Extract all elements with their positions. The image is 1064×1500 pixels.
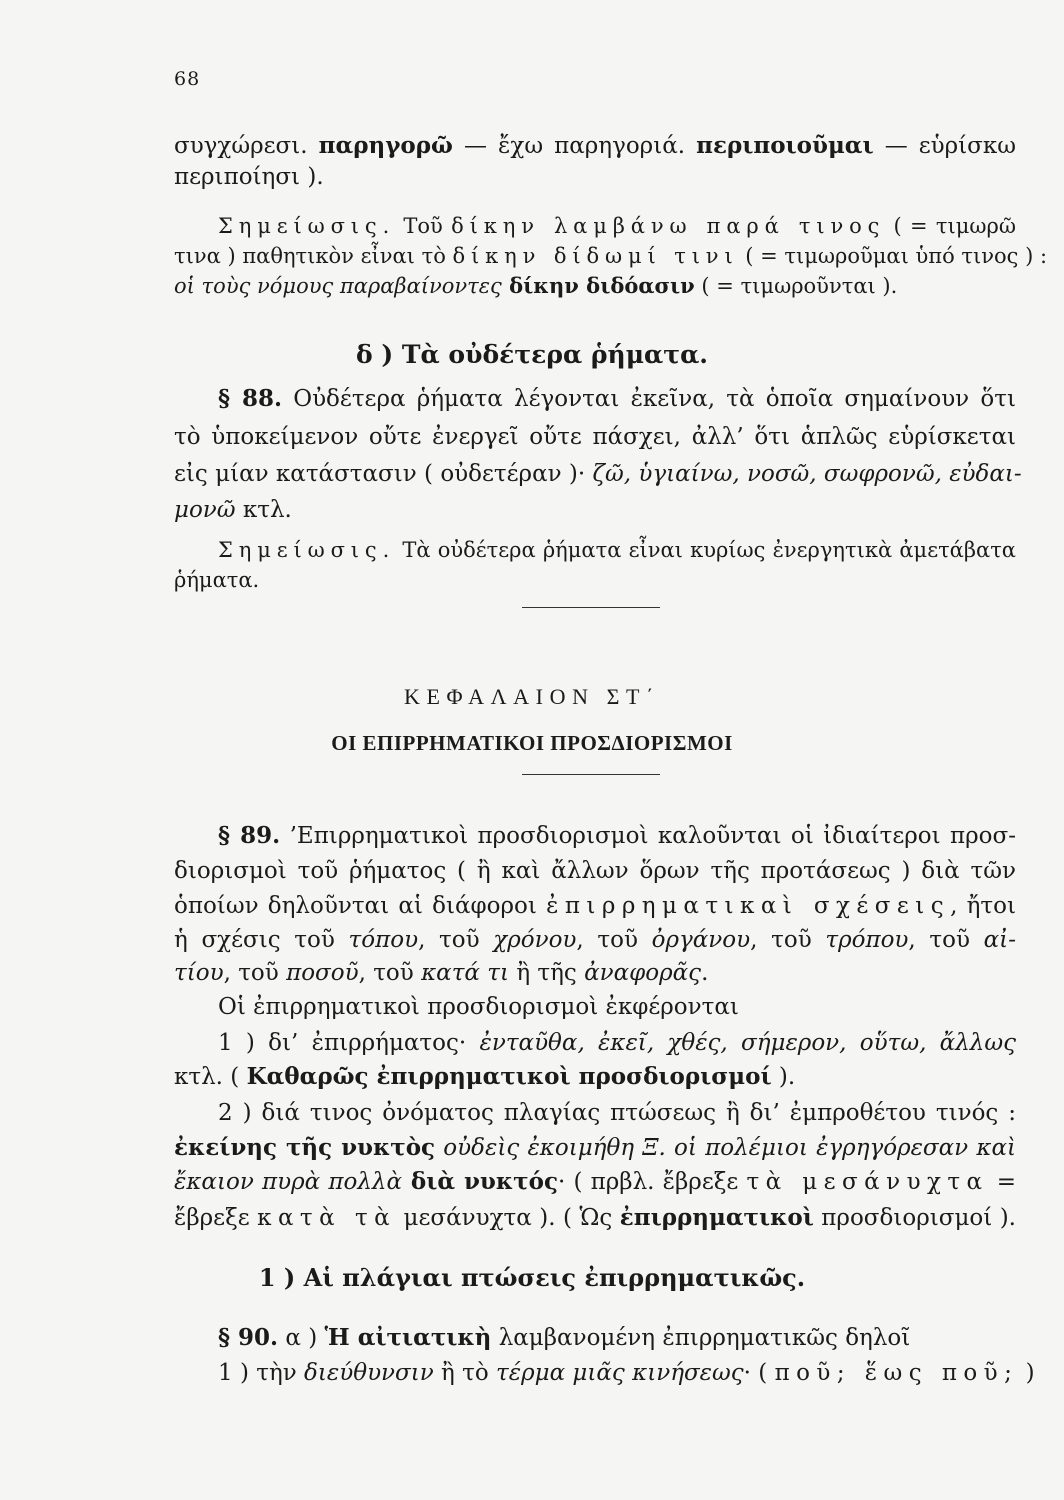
italic-text: τίου	[174, 960, 224, 986]
spaced-term: δίκην λαμβάνω παρά τινος	[451, 214, 886, 238]
page-number: 68	[174, 68, 201, 90]
text: Τοῦ	[395, 214, 452, 238]
italic-text: οἱ τοὺς νόμους παραβαίνοντες	[174, 274, 502, 298]
text: .	[701, 960, 709, 986]
text: μεσάνυχτα ). ( Ὡς	[396, 1205, 620, 1231]
text: ( = τιμωροῦνται ).	[694, 274, 898, 298]
text: α )	[278, 1325, 325, 1351]
bold-term: ἐπιρρηματικοὶ	[619, 1204, 814, 1231]
text-line	[174, 1133, 1016, 1163]
text: συγχώρεσι.	[174, 133, 319, 159]
text: προσδιορισμοί ).	[813, 1205, 1016, 1231]
italic-text: τρόπου	[825, 927, 909, 953]
text: ἡ σχέσις τοῦ	[174, 927, 349, 953]
text: , ἤτοι	[950, 893, 1016, 919]
italic-text: αἰ-	[983, 927, 1016, 953]
spaced-term: δίκην δίδωμί τινι	[452, 244, 739, 268]
text: , τοῦ	[358, 960, 422, 986]
paragraph-number: § 88.	[218, 385, 282, 412]
divider	[522, 607, 660, 608]
text-line	[218, 1028, 1016, 1058]
text: κτλ.	[235, 497, 292, 523]
bold-term: παρηγορῶ	[318, 132, 453, 159]
spaced-term: Σημείωσις.	[218, 214, 396, 238]
italic-text: χρόνου	[493, 927, 577, 953]
text-line	[218, 1358, 1035, 1388]
paragraph-number: § 90.	[218, 1324, 279, 1351]
text: 1 ) τὴν	[218, 1360, 305, 1386]
text-line: περιποίησι ).	[174, 164, 324, 190]
text-line	[174, 459, 1022, 489]
text: λαμβανομένη ἐπιρρηματικῶς δηλοῖ	[491, 1325, 911, 1351]
text: Τὰ οὐδέτερα ῥήματα εἶναι κυρίως ἐνεργητικὰ ἀμετάβατα	[395, 538, 1016, 562]
text: — ἔχω παρηγοριά.	[452, 133, 697, 159]
text: κτλ. (	[174, 1064, 247, 1090]
note-line	[174, 271, 1016, 301]
bold-term: Καθαρῶς ἐπιρρηματικοὶ προσδιορισμοί	[246, 1063, 772, 1090]
text-line	[174, 891, 1016, 921]
text: )	[1018, 1360, 1035, 1386]
text-line: τὸ ὑποκείμενον οὔτε ἐνεργεῖ οὔτε πάσχει, ἀλλ’ ὅτι ἁπλῶς εὑρίσκεται	[174, 424, 1016, 450]
text-line: 2 ) διά τινος ὀνόματος πλαγίας πτώσεως ἢ δι’ ἐμπροθέτου τινός :	[218, 1100, 1016, 1126]
italic-text: ἐνταῦθα, ἐκεῖ, χθές, σήμερον, οὕτω, ἄλλως	[479, 1030, 1016, 1056]
section-heading: δ ) Τὰ οὐδέτερα ῥήματα.	[355, 340, 709, 369]
text: 1 ) δι’ ἐπιρρήματος·	[218, 1030, 480, 1056]
italic-text: τέρμα	[496, 1360, 566, 1386]
italic-text: ὀργάνου	[651, 927, 751, 953]
text: ’Επιρρηματικοὶ προσδιορισμοὶ καλοῦνται οἱ ἰδιαίτεροι προσ-	[280, 823, 1017, 849]
spaced-term: τὰ μεσάνυχτα	[746, 1169, 989, 1195]
italic-text: οὐδεὶς ἐκοιμήθη Ξ. οἱ πολέμιοι ἐγρηγόρεσαν καὶ	[443, 1135, 1017, 1161]
text: ὁποίων δηλοῦνται αἱ διάφοροι	[174, 893, 547, 919]
text-line: διορισμοὶ τοῦ ῥήματος ( ἢ καὶ ἄλλων ὅρων τῆς προτάσεως ) διὰ τῶν	[174, 858, 1016, 884]
italic-text: ζῶ, ὑγιαίνω, νοσῶ, σωφρονῶ, εὐδαι-	[592, 461, 1022, 487]
text: , τοῦ	[908, 927, 984, 953]
bold-term: Ἡ αἰτιατικὴ	[324, 1324, 492, 1351]
text-line	[218, 384, 1016, 414]
italic-text: ἔκαιον πυρὰ πολλὰ	[174, 1169, 403, 1195]
spaced-term: κατὰ τὰ	[257, 1205, 397, 1231]
text-line	[174, 1062, 1016, 1092]
text-line	[218, 821, 1016, 851]
note-line: ῥήματα.	[174, 568, 260, 592]
italic-text: κατά τι	[421, 960, 510, 986]
text: ἔβρεξε	[174, 1205, 258, 1231]
text-line: Οἱ ἐπιρρηματικοὶ προσδιορισμοὶ ἐκφέρονται	[218, 994, 739, 1020]
italic-text: τόπου	[348, 927, 419, 953]
text-line	[174, 958, 1016, 988]
spaced-term: Σημείωσις.	[218, 538, 396, 562]
text-line	[218, 1323, 1016, 1353]
text: · (	[743, 1360, 775, 1386]
text: ).	[771, 1064, 796, 1090]
spaced-term: ποῦ; ἕως ποῦ;	[774, 1360, 1019, 1386]
text: ( = τιμωροῦμαι ὑπό τινος ) :	[738, 244, 1048, 268]
text: · ( πρβλ. ἔβρεξε	[557, 1169, 747, 1195]
section-heading: 1 ) Αἱ πλάγιαι πτώσεις ἐπιρρηματικῶς.	[258, 1263, 806, 1292]
text: , τοῦ	[418, 927, 494, 953]
bold-term: ἐκείνης τῆς νυκτὸς	[174, 1134, 436, 1161]
text: Οὐδέτερα ῥήματα λέγονται ἐκεῖνα, τὰ ὁποῖα σημαίνουν ὅτι	[281, 386, 1016, 412]
text: , τοῦ	[223, 960, 287, 986]
text: =	[988, 1169, 1016, 1195]
bold-term: διὰ νυκτός	[402, 1168, 558, 1195]
text-line	[174, 131, 1016, 161]
spaced-term: ἐπιρρηματικαὶ σχέσεις	[546, 893, 951, 919]
text: ἢ τὸ	[433, 1360, 497, 1386]
chapter-title: ΟΙ ΕΠΙΡΡΗΜΑΤΙΚΟΙ ΠΡΟΣΔΙΟΡΙΣΜΟΙ	[331, 731, 733, 755]
bold-term: δίκην διδόασιν	[501, 273, 695, 298]
note-line	[218, 535, 1016, 565]
text: , τοῦ	[750, 927, 826, 953]
chapter-label: ΚΕΦΑΛΑΙΟΝ ΣΤ΄	[403, 684, 661, 709]
text-line	[174, 925, 1016, 955]
paragraph-number: § 89.	[218, 822, 281, 849]
text-line	[174, 1167, 1016, 1197]
text-line	[174, 495, 1016, 525]
note-line	[218, 211, 1016, 241]
italic-text: μιᾶς κινήσεως	[572, 1360, 744, 1386]
text: — εὑρίσκω	[873, 133, 1017, 159]
italic-text: ποσοῦ	[286, 960, 359, 986]
text: εἰς μίαν κατάστασιν ( οὐδετέραν )·	[174, 461, 593, 487]
italic-text: διεύθυνσιν	[304, 1360, 434, 1386]
divider	[522, 774, 660, 775]
text-line	[174, 1203, 1016, 1233]
bold-term: περιποιοῦμαι	[696, 132, 874, 159]
italic-text: μονῶ	[174, 497, 236, 523]
italic-text: ἀναφορᾶς	[584, 960, 702, 986]
note-line	[174, 241, 1048, 271]
text: ἢ τῆς	[509, 960, 585, 986]
text: τινα ) παθητικὸν εἶναι τὸ	[174, 244, 453, 268]
text: ( = τιμωρῶ	[885, 214, 1016, 238]
text: , τοῦ	[576, 927, 652, 953]
